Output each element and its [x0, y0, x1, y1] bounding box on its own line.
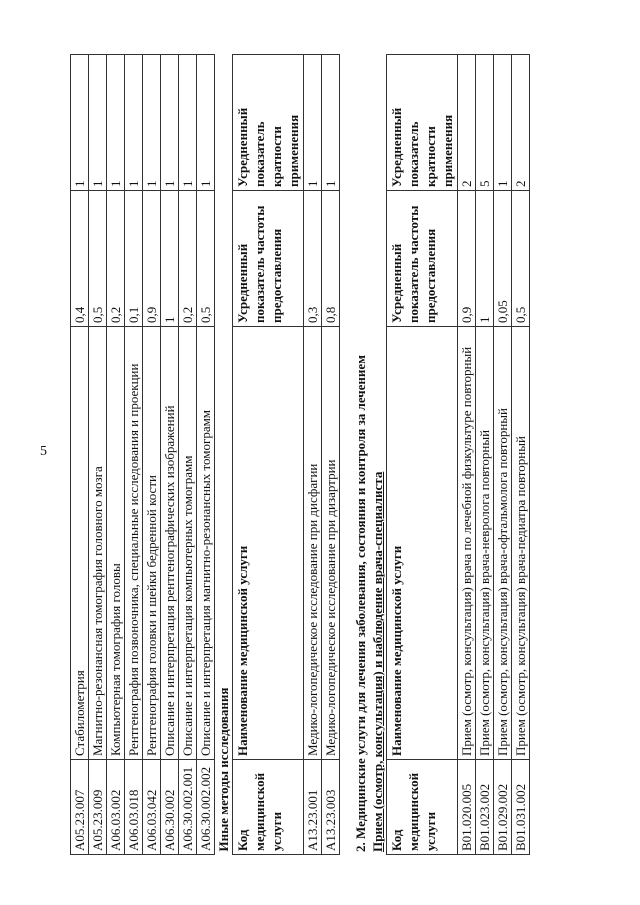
service-name: Рентгенография головки и шейки бедренной кости	[143, 327, 161, 760]
frequency-value: 0,5	[89, 191, 107, 327]
service-name: Прием (осмотр, консультация) врача по лечебной физкультуре повторный	[458, 327, 476, 760]
frequency-value: 0,9	[458, 191, 476, 327]
header-frequency: Усредненный показатель частоты предоставления	[387, 191, 458, 327]
multiplicity-value: 1	[179, 55, 197, 191]
frequency-value: 0,2	[179, 191, 197, 327]
service-name: Медико-логопедическое исследование при дисфагии	[304, 327, 322, 760]
frequency-value: 0,1	[125, 191, 143, 327]
multiplicity-value: 1	[494, 55, 512, 191]
table-row	[304, 55, 322, 855]
table-row	[512, 55, 530, 855]
multiplicity-value: 1	[143, 55, 161, 191]
multiplicity-value: 1	[125, 55, 143, 191]
frequency-value: 0,5	[197, 191, 215, 327]
section-row	[215, 55, 233, 855]
frequency-value: 1	[161, 191, 179, 327]
header-name: Наименование медицинской услуги	[387, 327, 458, 760]
service-code: B01.031.002	[512, 760, 530, 855]
multiplicity-value: 2	[458, 55, 476, 191]
service-code: A06.03.018	[125, 760, 143, 855]
frequency-value: 0,05	[494, 191, 512, 327]
service-code: B01.020.005	[458, 760, 476, 855]
multiplicity-value: 1	[71, 55, 89, 191]
multiplicity-value: 1	[304, 55, 322, 191]
header-row	[233, 55, 304, 855]
header-row	[387, 55, 458, 855]
service-name: Описание и интерпретация магнитно-резонансных томограмм	[197, 327, 215, 760]
service-code: A13.23.001	[304, 760, 322, 855]
table-row	[125, 55, 143, 855]
section-heading: 2. Медицинские услуги для лечения заболевания, состояния и контроля за лечением	[353, 354, 368, 852]
table-row	[143, 55, 161, 855]
page-number: 5	[40, 444, 47, 459]
service-code: B01.029.002	[494, 760, 512, 855]
services-table-diagnostics	[70, 54, 340, 855]
multiplicity-value: 1	[322, 55, 340, 191]
service-name: Магнитно-резонансная томография головного мозга	[89, 327, 107, 760]
service-code: A05.23.007	[71, 760, 89, 855]
service-code: A06.30.002	[161, 760, 179, 855]
multiplicity-value: 5	[476, 55, 494, 191]
section-gap	[340, 55, 352, 855]
service-name: Описание и интерпретация компьютерных томограмм	[179, 327, 197, 760]
header-multiplicity: Усредненный показатель кратности применения	[387, 55, 458, 191]
multiplicity-value: 1	[161, 55, 179, 191]
multiplicity-value: 1	[89, 55, 107, 191]
frequency-value: 0,2	[107, 191, 125, 327]
table-row	[322, 55, 340, 855]
header-frequency: Усредненный показатель частоты предоставления	[233, 191, 304, 327]
service-name: Прием (осмотр, консультация) врача-педиатра повторный	[512, 327, 530, 760]
multiplicity-value: 1	[197, 55, 215, 191]
table-row	[71, 55, 89, 855]
frequency-value: 0,5	[512, 191, 530, 327]
section-subheading: Прием (осмотр, консультация) и наблюдение врача-специалиста	[370, 471, 385, 852]
service-name: Прием (осмотр, консультация) врача-невролога повторный	[476, 327, 494, 760]
frequency-value: 0,9	[143, 191, 161, 327]
rotated-page-content	[70, 55, 590, 855]
service-code: B01.023.002	[476, 760, 494, 855]
service-code: A05.23.009	[89, 760, 107, 855]
section-title: Иные методы исследования	[215, 55, 233, 855]
table-row	[476, 55, 494, 855]
service-name: Прием (осмотр, консультация) врача-офтальмолога повторный	[494, 327, 512, 760]
frequency-value: 0,4	[71, 191, 89, 327]
table-row	[197, 55, 215, 855]
header-multiplicity: Усредненный показатель кратности применения	[233, 55, 304, 191]
table-row	[494, 55, 512, 855]
table-row	[107, 55, 125, 855]
header-code: Код медицинской услуги	[387, 760, 458, 855]
table-row	[161, 55, 179, 855]
service-name: Стабилометрия	[71, 327, 89, 760]
service-code: A13.23.003	[322, 760, 340, 855]
service-code: A06.30.002.001	[179, 760, 197, 855]
frequency-value: 1	[476, 191, 494, 327]
service-code: A06.03.002	[107, 760, 125, 855]
service-name: Рентгенография позвоночника, специальные исследования и проекции	[125, 327, 143, 760]
table-row	[179, 55, 197, 855]
service-name: Описание и интерпретация рентгенографических изображений	[161, 327, 179, 760]
header-name: Наименование медицинской услуги	[233, 327, 304, 760]
frequency-value: 0,3	[304, 191, 322, 327]
table-row	[89, 55, 107, 855]
frequency-value: 0,8	[322, 191, 340, 327]
multiplicity-value: 2	[512, 55, 530, 191]
service-code: A06.03.042	[143, 760, 161, 855]
header-code: Код медицинской услуги	[233, 760, 304, 855]
service-code: A06.30.002.002	[197, 760, 215, 855]
service-name: Медико-логопедическое исследование при дизартрии	[322, 327, 340, 760]
multiplicity-value: 1	[107, 55, 125, 191]
services-table-treatment	[386, 54, 530, 855]
service-name: Компьютерная томография головы	[107, 327, 125, 760]
table-row	[458, 55, 476, 855]
